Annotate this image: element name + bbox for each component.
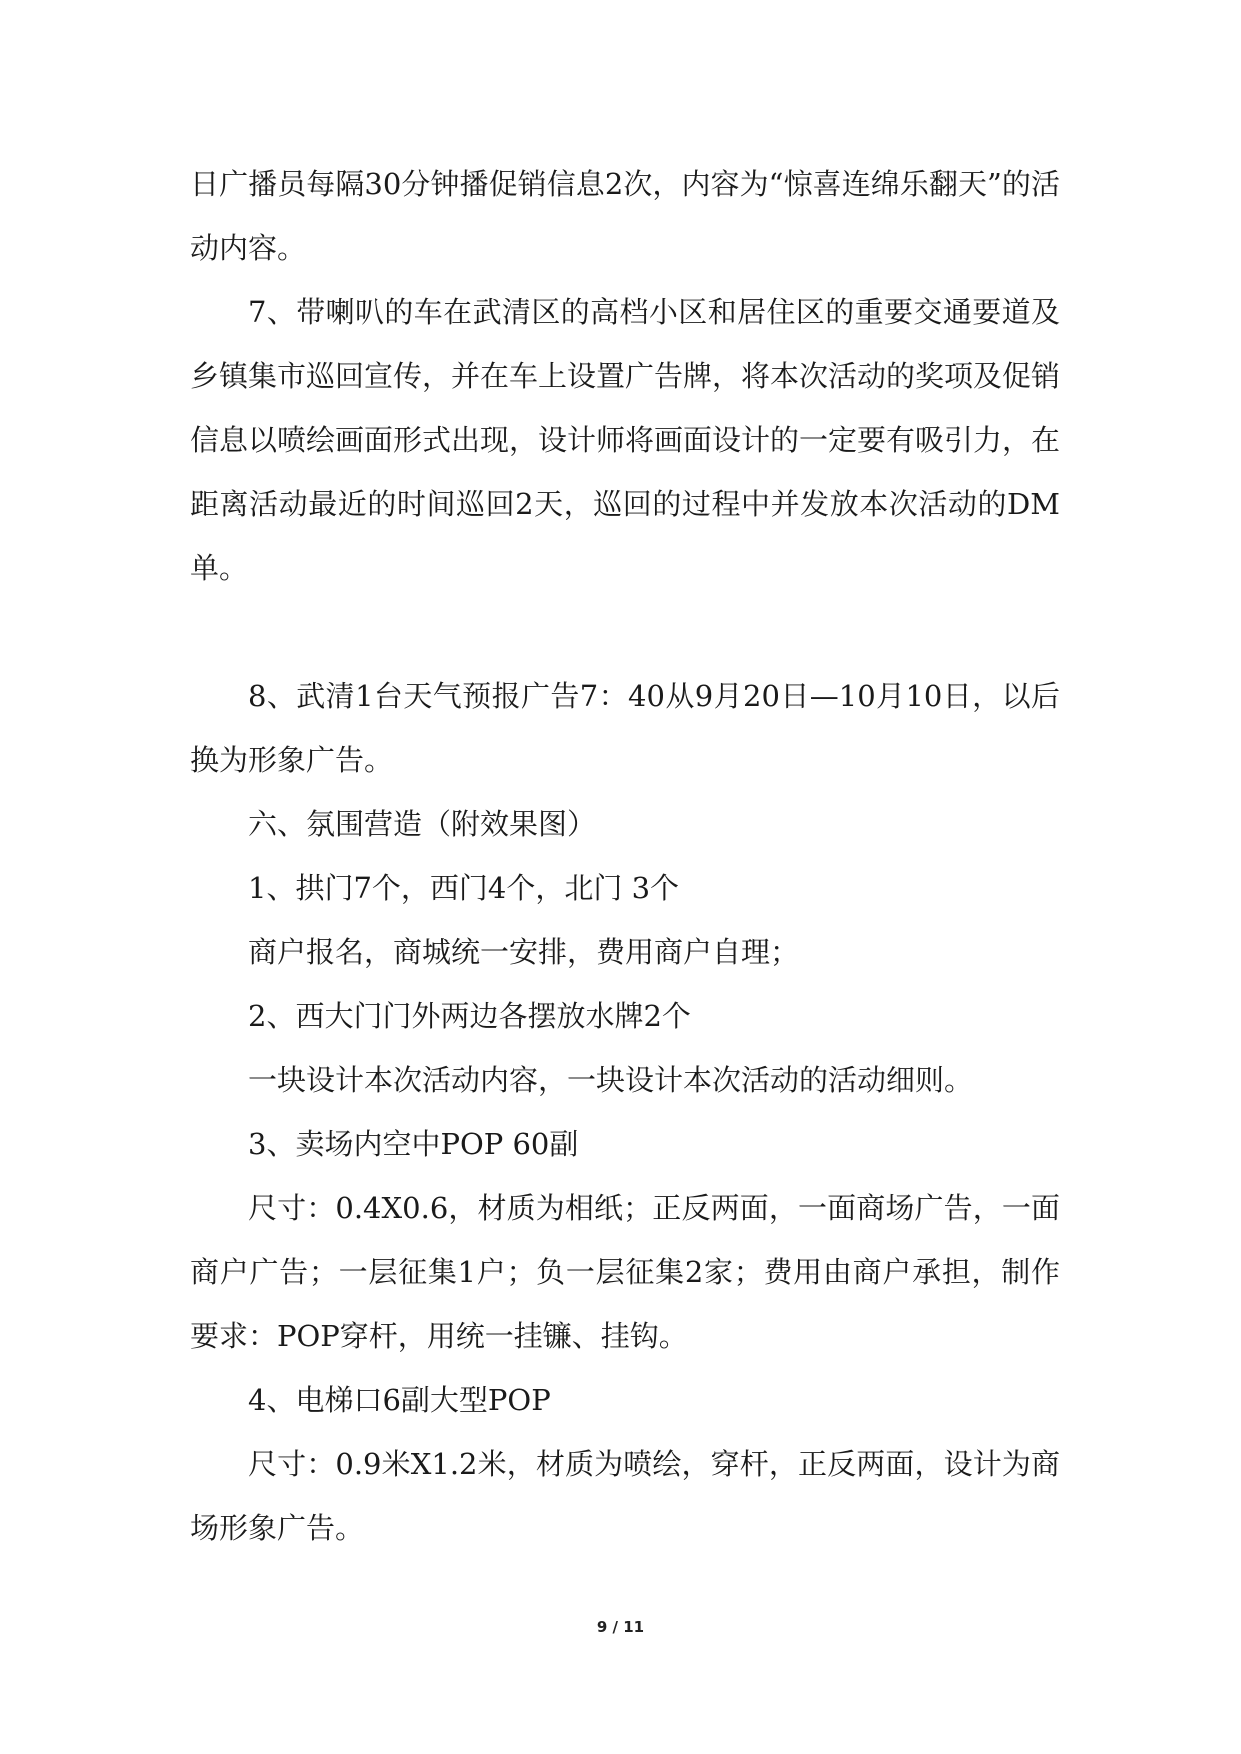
paragraph-hanging-pop-spec: 尺寸：0.4X0.6，材质为相纸；正反两面，一面商场广告，一面商户广告；一层征集1户；负一层征集2家；费用由商户承担，制作要求：POP穿杆，用统一挂镰、挂钩。	[190, 1191, 1060, 1353]
document-body	[190, 152, 1060, 1560]
paragraph-merchant-signup: 商户报名，商城统一安排，费用商户自理；	[248, 935, 800, 969]
paragraph-arches: 1、拱门7个，西门4个，北门 3个	[248, 871, 680, 905]
paragraph-elevator-pop: 4、电梯口6副大型POP	[248, 1383, 551, 1417]
section-heading-atmosphere: 六、氛围营造（附效果图）	[248, 807, 597, 841]
paragraph-water-signs-content: 一块设计本次活动内容，一块设计本次活动的活动细则。	[248, 1063, 974, 1097]
paragraph-elevator-pop-spec: 尺寸：0.9米X1.2米，材质为喷绘，穿杆，正反两面，设计为商场形象广告。	[190, 1447, 1060, 1545]
paragraph-spacer	[190, 600, 1060, 664]
paragraph-item-7-loudspeaker-car: 7、带喇叭的车在武清区的高档小区和居住区的重要交通要道及乡镇集市巡回宣传，并在车上设置广告牌，将本次活动的奖项及促销信息以喷绘画面形式出现，设计师将画面设计的一定要有吸引力，在距离活动最近的时间巡回2天，巡回的过程中并发放本次活动的DM单。	[190, 295, 1061, 585]
paragraph-item-8-weather-ad: 8、武清1台天气预报广告7：40从9月20日—10月10日，以后换为形象广告。	[190, 679, 1060, 777]
page-number: 9 / 11	[596, 1618, 645, 1636]
paragraph-broadcast-continued: 日广播员每隔30分钟播促销信息2次，内容为“惊喜连绵乐翻天”的活动内容。	[190, 167, 1060, 265]
paragraph-water-signs: 2、西大门门外两边各摆放水牌2个	[248, 999, 691, 1033]
paragraph-hanging-pop: 3、卖场内空中POP 60副	[248, 1127, 579, 1161]
